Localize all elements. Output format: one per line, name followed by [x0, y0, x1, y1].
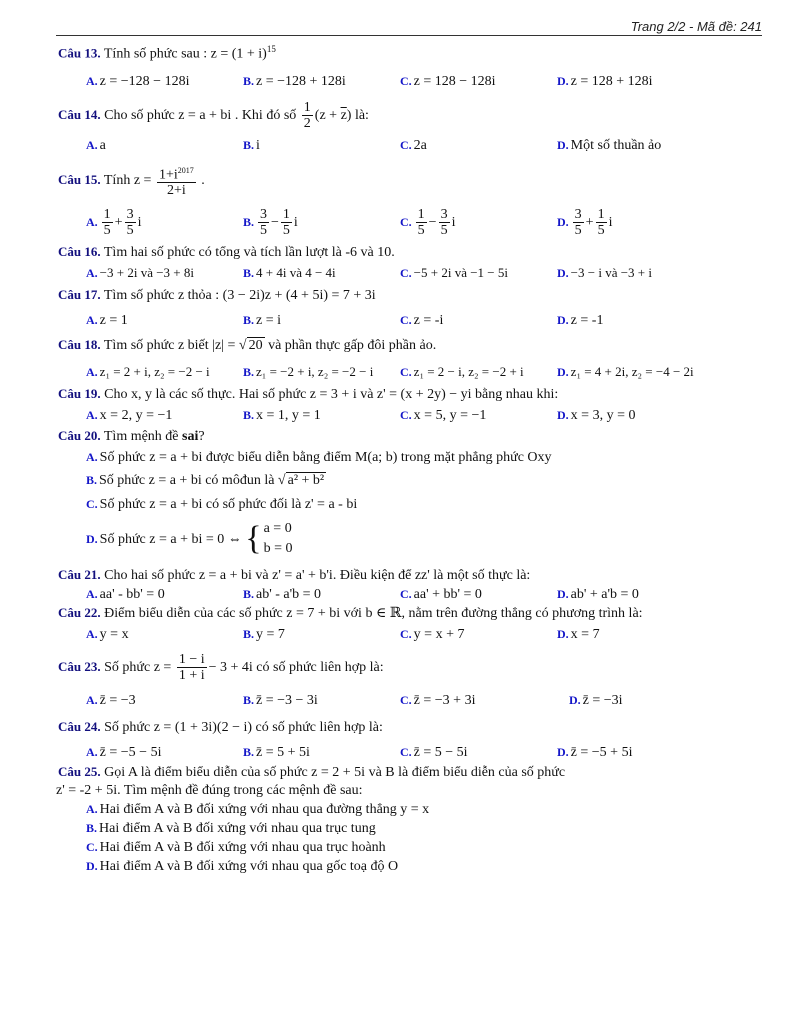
option-b: B. z̄ = −3 − 3i	[243, 692, 318, 708]
option-c: C. y = x + 7	[400, 626, 465, 642]
option-b: B. $\frac{3}{5}$ − $\frac{1}{5}$ i	[243, 206, 298, 238]
option-c: C. aa' + bb' = 0	[400, 586, 482, 602]
option-b: B. Số phức z = a + bi có môđun là √ a² + b²	[86, 472, 325, 488]
option-b: B. z = −128 + 128i	[243, 73, 346, 89]
option-d: D. Một số thuần ảo	[557, 137, 662, 153]
option-d: D. x = 7	[557, 626, 600, 642]
option-b: B. z = i	[243, 312, 282, 328]
option-b: B. i	[243, 137, 260, 153]
option-c: C. Số phức z = a + bi có số phức đối là z' = a - bi	[86, 496, 358, 512]
question-13: Câu 13. Tính số phức sau : $z = (1 + i)^{15}$ A. z = −128 − 128i B. z = −128 + 128i C. z = 128 − 128i D. z = 128 + 128i	[58, 39, 768, 92]
option-a: A. z̄ = −5 − 5i	[86, 744, 162, 760]
option-d: D. −3 − i và −3 + i	[557, 264, 652, 280]
question-22: Câu 22. Điểm biểu diễn của các số phức z = 7 + bi với b ∈ ℝ, nằm trên đường thẳng có phương trình là: A. y = x B. y = 7 C. y = x + 7 D. x = 7	[58, 603, 768, 645]
question-23: Câu 23. Số phức z = $\frac{1 - i}{1 + i}$ − 3 + 4i có số phức liên hợp là: A. z̄ = −3 B. z̄ = −3 − 3i C. z̄ = −3 + 3i D. z̄ = −3i	[58, 647, 768, 711]
option-d: D. z = -1	[557, 312, 604, 328]
option-a: A. a	[86, 137, 106, 153]
question-21: Câu 21. Cho hai số phức z = a + bi và z' = a' + b'i. Điều kiện để zz' là một số thực là: A. aa' - bb' = 0 B. ab' - a'b = 0 C. aa' + bb' = 0 D. ab' + a'b = 0	[58, 565, 768, 603]
question-24: Câu 24. Số phức z = (1 + 3i)(2 − i) có số phức liên hợp là: A. z̄ = −5 − 5i B. z̄ = 5 + 5i C. z̄ = 5 − 5i D. z̄ = −5 + 5i	[58, 717, 768, 763]
option-a: A. aa' - bb' = 0	[86, 586, 165, 602]
question-18: Câu 18. Tìm số phức z biết |z| = √ 20 và phần thực gấp đôi phần ảo. A. z₁ = 2 + i, z₂ = −2 − i B. z₁ = −2 + i, z₂ = −2 − i C. z₁ = 2 − i, z₂ = −2 + i D. z₁ = 4 + 2i, z₂ = −4 − 2i	[58, 335, 768, 382]
option-d: D. z = 128 + 128i	[557, 73, 653, 89]
question-25: Câu 25. Gọi A là điểm biểu diễn của số phức z = 2 + 5i và B là điểm biểu diễn của số phức z' = -2 + 5i. Tìm mệnh đề đúng trong các mệnh đề sau: A. Hai điểm A và B đối xứng với nhau qua đường thẳng y = x B. Hai điểm A và B đối xứng với nhau qua trục tung C. Hai điểm A và B đối xứng với nhau qua trục hoành D. Hai điểm A và B đối xứng với nhau qua gốc toạ độ O	[58, 763, 768, 876]
option-a: A. $\frac{1}{5}$ + $\frac{3}{5}$ i	[86, 206, 142, 238]
option-d: D. x = 3, y = 0	[557, 407, 636, 423]
option-c: C. Hai điểm A và B đối xứng với nhau qua trục hoành	[86, 839, 386, 855]
option-c: C. z̄ = −3 + 3i	[400, 692, 476, 708]
option-d: D. Số phức z = a + bi = 0 ⇔ { a = 0 b = 0	[86, 520, 293, 558]
option-b: B. ab' - a'b = 0	[243, 586, 322, 602]
page-header: Trang 2/2 - Mã đề: 241	[630, 19, 762, 34]
option-c: C. x = 5, y = −1	[400, 407, 487, 423]
option-c: C. z = -i	[400, 312, 444, 328]
question-14: Câu 14. Cho số phức z = a + bi . Khi đó số $\frac{1}{2}$ $(z + \overline{z})$ là: A. a B. i C. 2a D. Một số thuần ảo	[58, 98, 768, 156]
option-d: D. ab' + a'b = 0	[557, 586, 639, 602]
document-body	[58, 37, 768, 876]
question-20: Câu 20. Tìm mệnh đề sai? A. Số phức z = a + bi được biểu diễn bằng điểm M(a; b) trong mặt phẳng phức Oxy B. Số phức z = a + bi có môđun là √ a² + b² C. Số phức z = a + bi có số phức đối là z' = a - bi D. Số phức z = a + bi = 0 ⇔ { a = 0 b = 0	[58, 426, 768, 563]
option-b: B. z₁ = −2 + i, z₂ = −2 − i	[243, 363, 374, 379]
option-d: D. z̄ = −5 + 5i	[557, 744, 633, 760]
option-c: C. 2a	[400, 137, 427, 153]
option-c: C. z̄ = 5 − 5i	[400, 744, 468, 760]
option-c: C. z = 128 − 128i	[400, 73, 496, 89]
question-15: Câu 15. Tính z = $\frac{1+i^{2017}}{2+i}$ . A. $\frac{1}{5}$ + $\frac{3}{5}$ i B. $\frac{3}{5}$ − $\frac{1}{5}$ i C. $\frac{1}{5}$ − $\frac{3}{5}$ i D. $\frac{3}{5}$ + $\frac{1}{5}$ i	[58, 160, 768, 240]
option-a: A. z = 1	[86, 312, 128, 328]
option-d: D. Hai điểm A và B đối xứng với nhau qua gốc toạ độ O	[86, 858, 399, 874]
option-c: C. −5 + 2i và −1 − 5i	[400, 264, 508, 280]
option-d: D. z₁ = 4 + 2i, z₂ = −4 − 2i	[557, 363, 694, 379]
question-16: Câu 16. Tìm hai số phức có tổng và tích lần lượt là -6 và 10. A. −3 + 2i và −3 + 8i B. 4 + 4i và 4 − 4i C. −5 + 2i và −1 − 5i D. −3 − i và −3 + i	[58, 242, 768, 283]
question-17: Câu 17. Tìm số phức z thỏa : (3 − 2i)z + (4 + 5i) = 7 + 3i A. z = 1 B. z = i C. z = -i D. z = -1	[58, 285, 768, 331]
question-19: Câu 19. Cho x, y là các số thực. Hai số phức z = 3 + i và z' = (x + 2y) − yi bằng nhau khi: A. x = 2, y = −1 B. x = 1, y = 1 C. x = 5, y = −1 D. x = 3, y = 0	[58, 384, 768, 426]
option-a: A. x = 2, y = −1	[86, 407, 173, 423]
option-a: A. z₁ = 2 + i, z₂ = −2 − i	[86, 363, 210, 379]
option-a: A. Hai điểm A và B đối xứng với nhau qua đường thẳng y = x	[86, 801, 430, 817]
option-b: B. 4 + 4i và 4 − 4i	[243, 264, 336, 280]
header-rule	[56, 35, 762, 36]
option-a: A. z̄ = −3	[86, 692, 136, 708]
option-b: B. Hai điểm A và B đối xứng với nhau qua trục tung	[86, 820, 376, 836]
option-a: A. Số phức z = a + bi được biểu diễn bằng điểm M(a; b) trong mặt phẳng phức Oxy	[86, 449, 552, 465]
option-a: A. y = x	[86, 626, 129, 642]
option-c: C. z₁ = 2 − i, z₂ = −2 + i	[400, 363, 524, 379]
option-b: B. y = 7	[243, 626, 285, 642]
option-d: D. z̄ = −3i	[569, 692, 623, 708]
option-d: D. $\frac{3}{5}$ + $\frac{1}{5}$ i	[557, 206, 613, 238]
option-a: A. −3 + 2i và −3 + 8i	[86, 264, 194, 280]
option-c: C. $\frac{1}{5}$ − $\frac{3}{5}$ i	[400, 206, 456, 238]
option-a: A. z = −128 − 128i	[86, 73, 190, 89]
option-b: B. x = 1, y = 1	[243, 407, 321, 423]
option-b: B. z̄ = 5 + 5i	[243, 744, 310, 760]
question-text: Tính số phức sau : z = (1 + i)	[103, 46, 267, 62]
